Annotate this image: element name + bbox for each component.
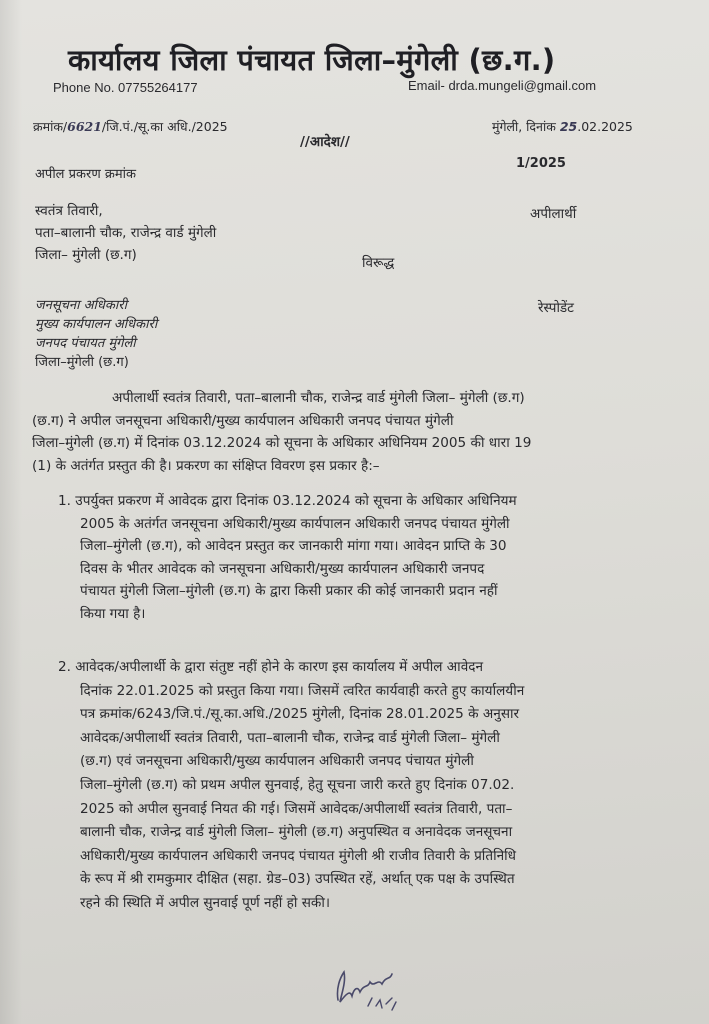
paragraph-line: (1) के अतंर्गत प्रस्तुत की है। प्रकरण का संक्षिप्त विवरण इस प्रकार है:– [32, 457, 380, 474]
paragraph-line: पंचायत मुंगेली जिला–मुंगेली (छ.ग) के द्वारा किसी प्रकार की कोई जानकारी प्रदान नहीं [80, 583, 498, 599]
appellant-line: स्वतंत्र तिवारी, [35, 203, 103, 219]
respondent-line: मुख्य कार्यपालन अधिकारी [35, 317, 158, 332]
respondent-line: जिला–मुंगेली (छ.ग) [35, 355, 129, 370]
place-date [492, 118, 633, 135]
reference-number [33, 118, 228, 135]
signature-image [330, 958, 410, 1018]
paragraph-line: आवेदक/अपीलार्थी स्वतंत्र तिवारी, पता–बालानी चौक, राजेन्द्र वार्ड मुंगेली जिला– मुंगेली [80, 729, 500, 746]
paragraph-line: (छ.ग) एवं जनसूचना अधिकारी/मुख्य कार्यपालन अधिकारी जनपद पंचायत मुंगेली [80, 753, 474, 770]
appellant-role: अपीलार्थी [530, 206, 577, 222]
paragraph-line: 2. आवेदक/अपीलार्थी के द्वारा संतुष्ट नहीं होने के कारण इस कार्यालय में अपील आवेदन [58, 659, 484, 675]
handwritten-day: 25 [559, 119, 578, 134]
paragraph-line: किया गया है। [80, 605, 146, 622]
versus-label: विरूद्ध [362, 255, 395, 271]
appellant-line: जिला– मुंगेली (छ.ग) [35, 247, 137, 263]
paragraph-line: बालानी चौक, राजेन्द्र वार्ड मुंगेली जिला– मुंगेली (छ.ग) अनुपस्थित व अनावेदक जनसूचना [80, 824, 513, 841]
paragraph-line: जिला–मुंगेली (छ.ग), को आवेदन प्रस्तुत कर जानकारी मांगा गया। आवेदन प्राप्ति के 30 [80, 538, 507, 554]
intro-paragraph [32, 387, 680, 477]
respondent-line: जनसूचना अधिकारी [35, 298, 127, 313]
reference-prefix: क्रमांक/ [33, 119, 68, 134]
office-title: कार्यालय जिला पंचायत जिला–मुंगेली (छ.ग.) [68, 43, 556, 77]
paragraph-line: पत्र क्रमांक/6243/जि.पं./सू.का.अधि./2025 मुंगेली, दिनांक 28.01.2025 के अनुसार [80, 706, 520, 723]
paragraph-line: अपीलार्थी स्वतंत्र तिवारी, पता–बालानी चौक, राजेन्द्र वार्ड मुंगेली जिला– मुंगेली (छ.ग) [112, 390, 525, 406]
appeal-case-label: अपील प्रकरण क्रमांक [35, 167, 136, 182]
paragraph-line: (छ.ग) ने अपील जनसूचना अधिकारी/मुख्य कार्यपालन अधिकारी जनपद पंचायत मुंगेली [32, 412, 454, 429]
paragraph-line: दिवस के भीतर आवेदक को जनसूचना अधिकारी/मुख्य कार्यपालन अधिकारी जनपद [80, 560, 485, 577]
paragraph-line: अधिकारी/मुख्य कार्यपालन अधिकारी जनपद पंचायत मुंगेली श्री राजीव तिवारी के प्रतिनिधि [80, 847, 517, 864]
paragraph-line: रहने की स्थिति में अपील सुनवाई पूर्ण नहीं हो सकी। [80, 894, 330, 911]
paragraph-line: 2005 के अतंर्गत जनसूचना अधिकारी/मुख्य कार्यपालन अधिकारी जनपद पंचायत मुंगेली [80, 515, 510, 532]
respondent-line: जनपद पंचायत मुंगेली [35, 336, 136, 351]
appellant-line: पता–बालानी चौक, राजेन्द्र वार्ड मुंगेली [35, 225, 217, 241]
paragraph-line: जिला–मुंगेली (छ.ग) को प्रथम अपील सुनवाई, हेतु सूचना जारी करते हुए दिनांक 07.02. [80, 776, 515, 793]
respondent-address [35, 296, 157, 372]
point-2-paragraph [58, 656, 678, 916]
paragraph-line: 2025 को अपील सुनवाई नियत की गई। जिसमें आवेदक/अपीलार्थी स्वतंत्र तिवारी, पता– [80, 800, 513, 817]
place-date-prefix: मुंगेली, दिनांक [492, 119, 556, 134]
paragraph-line: के रूप में श्री रामकुमार दीक्षित (सहा. ग्रेड–03) उपस्थित रहें, अर्थात् एक पक्ष के उपस्थित [80, 871, 515, 888]
appeal-case-number: 1/2025 [516, 156, 566, 171]
point-1-paragraph [58, 490, 678, 625]
paragraph-line: 1. उपर्युक्त प्रकरण में आवेदक द्वारा दिनांक 03.12.2024 को सूचना के अधिकार अधिनियम [58, 493, 517, 509]
email-address: Email- drda.mungeli@gmail.com [408, 78, 597, 93]
reference-handwritten-number: 6621 [67, 119, 102, 134]
order-heading: //आदेश// [300, 134, 350, 150]
month-year: .02.2025 [577, 119, 633, 134]
respondent-role: रेस्पोडेंट [538, 300, 574, 316]
appellant-address [35, 200, 216, 266]
page-edge-shadow [0, 0, 22, 1024]
reference-suffix: /जि.पं./सू.का अधि./2025 [101, 119, 228, 134]
paragraph-line: दिनांक 22.01.2025 को प्रस्तुत किया गया। जिसमें त्वरित कार्यवाही करते हुए कार्यालयीन [80, 682, 525, 699]
paragraph-line: जिला–मुंगेली (छ.ग) में दिनांक 03.12.2024 को सूचना के अधिकार अधिनियम 2005 की धारा 19 [32, 435, 532, 451]
phone-number: Phone No. 07755264177 [53, 80, 198, 95]
